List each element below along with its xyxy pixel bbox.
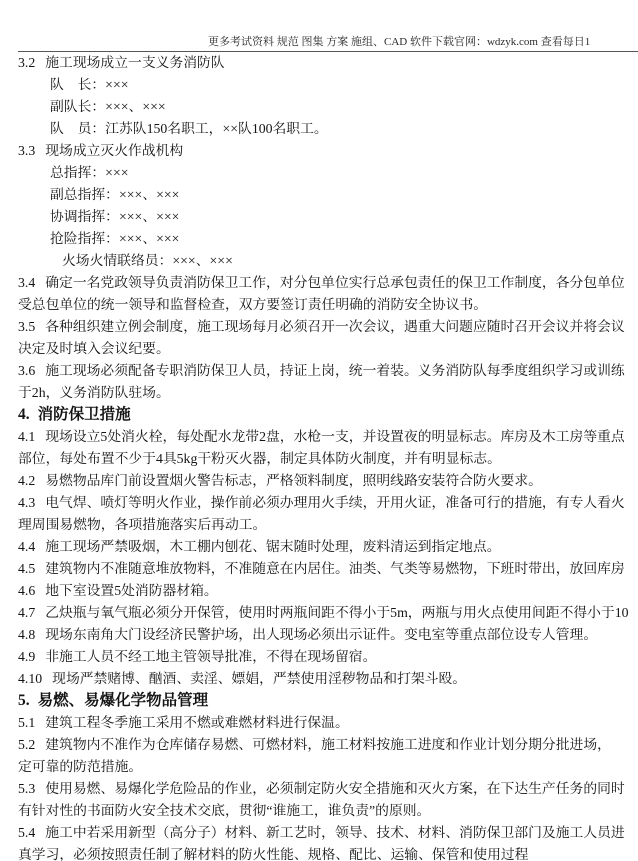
clause-number: 4.8 xyxy=(18,627,36,642)
continuation-line xyxy=(18,844,638,861)
clause-text: 建筑工程冬季施工采用不燃或难燃材料进行保温。 xyxy=(45,715,349,730)
clause-text: 现场成立灭火作战机构 xyxy=(45,143,184,158)
clause-text: 现场严禁赌博、酗酒、卖淫、嫖娼，严禁使用淫秽物品和打架斗殴。 xyxy=(52,671,467,686)
section-title: 易燃、易爆化学物品管理 xyxy=(37,692,209,709)
clause-line xyxy=(18,272,638,294)
continuation-text: 于2h，义务消防队驻场。 xyxy=(18,385,170,400)
clause-line xyxy=(18,734,638,756)
continuation-text: 受总包单位的统一领导和监督检查，双方要签订责任明确的消防安全协议书。 xyxy=(18,297,488,312)
clause-number: 3.2 xyxy=(18,55,36,70)
section-heading xyxy=(18,404,638,426)
clause-number: 4.7 xyxy=(18,605,36,620)
section-title: 消防保卫措施 xyxy=(37,406,131,423)
list-text: 队 员：江苏队150名职工，××队100名职工。 xyxy=(50,121,328,136)
clause-text: 地下室设置5处消防器材箱。 xyxy=(45,583,218,598)
continuation-line xyxy=(18,338,638,360)
clause-text: 施工现场严禁吸烟，木工棚内刨花、锯末随时处理，废料清运到指定地点。 xyxy=(45,539,501,554)
clause-line xyxy=(18,492,638,514)
clause-line xyxy=(18,470,638,492)
clause-line xyxy=(18,580,638,602)
list-line xyxy=(18,184,638,206)
list-text: 副总指挥：×××、××× xyxy=(50,187,180,202)
clause-number: 4.9 xyxy=(18,649,36,664)
clause-text: 易燃物品库门前设置烟火警告标志，严格领料制度，照明线路安装符合防火要求。 xyxy=(45,473,542,488)
clause-line xyxy=(18,646,638,668)
continuation-line xyxy=(18,800,638,822)
section-heading xyxy=(18,690,638,712)
clause-line xyxy=(18,140,638,162)
continuation-line xyxy=(18,756,638,778)
clause-line xyxy=(18,360,638,382)
clause-number: 4.6 xyxy=(18,583,36,598)
clause-text: 确定一名党政领导负责消防保卫工作，对分包单位实行总承包责任的保卫工作制度，各分包单位 xyxy=(45,275,625,290)
clause-text: 建筑物内不准作为仓库储存易燃、可燃材料，施工材料按施工进度和作业计划分期分批进场， xyxy=(45,737,611,752)
clause-number: 5.2 xyxy=(18,737,36,752)
clause-text: 非施工人员不经工地主管领导批准，不得在现场留宿。 xyxy=(45,649,377,664)
list-text: 副队长：×××、××× xyxy=(50,99,166,114)
clause-line xyxy=(18,426,638,448)
list-text: 协调指挥：×××、××× xyxy=(50,209,180,224)
list-line xyxy=(18,206,638,228)
list-line xyxy=(18,162,638,184)
clause-text: 施工中若采用新型（高分子）材料、新工艺时，领导、技术、材料、消防保卫部门及施工人员进 xyxy=(45,825,625,840)
continuation-line xyxy=(18,382,638,404)
continuation-text: 理周围易燃物，各项措施落实后再动工。 xyxy=(18,517,267,532)
list-line xyxy=(18,118,638,140)
clause-text: 建筑物内不准随意堆放物料，不准随意在内居住。油类、气类等易燃物，下班时带出，放回库房 xyxy=(45,561,625,576)
clause-line xyxy=(18,712,638,734)
clause-text: 使用易燃、易爆化学危险品的作业，必须制定防火安全措施和灭火方案，在下达生产任务的同时 xyxy=(45,781,625,796)
section-number: 5. xyxy=(18,692,30,709)
list-line xyxy=(18,228,638,250)
clause-number: 5.3 xyxy=(18,781,36,796)
continuation-text: 部位，每处布置不少于4具5kg干粉灭火器，制定具体防火制度，并有明显标志。 xyxy=(18,451,501,466)
clause-text: 现场东南角大门设经济民警护场，出人现场必须出示证件。变电室等重点部位设专人管理。 xyxy=(45,627,598,642)
clause-number: 5.4 xyxy=(18,825,36,840)
clause-text: 施工现场成立一支义务消防队 xyxy=(45,55,225,70)
page-header: 更多考试资料 规范 图集 方案 施组、CAD 软件下载官网：wdzyk.com 查看每日1 xyxy=(208,36,591,48)
clause-number: 3.5 xyxy=(18,319,36,334)
clause-text: 电气焊、喷灯等明火作业，操作前必须办理用火手续，开用火证，准备可行的措施，有专人看火 xyxy=(45,495,625,510)
clause-text: 施工现场必须配备专职消防保卫人员，持证上岗，统一着装。义务消防队每季度组织学习或训练 xyxy=(45,363,625,378)
list-line xyxy=(18,96,638,118)
clause-line xyxy=(18,558,638,580)
clause-number: 4.10 xyxy=(18,671,43,686)
clause-number: 4.1 xyxy=(18,429,36,444)
continuation-text: 真学习，必须按照责任制了解材料的防火性能、规格、配比、运输、保管和使用过程 xyxy=(18,847,529,861)
clause-text: 现场设立5处消火栓，每处配水龙带2盘，水枪一支，并设置夜的明显标志。库房及木工房等重点 xyxy=(45,429,625,444)
clause-line xyxy=(18,668,638,690)
clause-number: 5.1 xyxy=(18,715,36,730)
continuation-line xyxy=(18,514,638,536)
continuation-line xyxy=(18,294,638,316)
clause-text: 乙炔瓶与氧气瓶必须分开保管，使用时两瓶间距不得小于5m，两瓶与用火点使用间距不得小于10 xyxy=(45,605,629,620)
list-text: 火场火情联络员：×××、××× xyxy=(62,253,233,268)
clause-line xyxy=(18,624,638,646)
section-number: 4. xyxy=(18,406,30,423)
clause-number: 3.6 xyxy=(18,363,36,378)
clause-line xyxy=(18,602,638,624)
list-text: 总指挥：××× xyxy=(50,165,129,180)
clause-line xyxy=(18,822,638,844)
clause-line xyxy=(18,316,638,338)
list-line xyxy=(18,250,638,272)
list-line xyxy=(18,74,638,96)
clause-number: 3.4 xyxy=(18,275,36,290)
clause-line xyxy=(18,52,638,74)
clause-number: 4.2 xyxy=(18,473,36,488)
clause-line xyxy=(18,536,638,558)
clause-number: 4.4 xyxy=(18,539,36,554)
document-body xyxy=(18,52,638,861)
continuation-text: 有针对性的书面防火安全技术交底，贯彻“谁施工，谁负责”的原则。 xyxy=(18,803,431,818)
continuation-text: 定可靠的防范措施。 xyxy=(18,759,143,774)
clause-number: 4.3 xyxy=(18,495,36,510)
clause-text: 各种组织建立例会制度，施工现场每月必须召开一次会议，遇重大问题应随时召开会议并将会议 xyxy=(45,319,625,334)
list-text: 队 长：××× xyxy=(50,77,129,92)
clause-number: 4.5 xyxy=(18,561,36,576)
clause-line xyxy=(18,778,638,800)
clause-number: 3.3 xyxy=(18,143,36,158)
continuation-line xyxy=(18,448,638,470)
continuation-text: 决定及时填入会议纪要。 xyxy=(18,341,170,356)
list-text: 抢险指挥：×××、××× xyxy=(50,231,180,246)
